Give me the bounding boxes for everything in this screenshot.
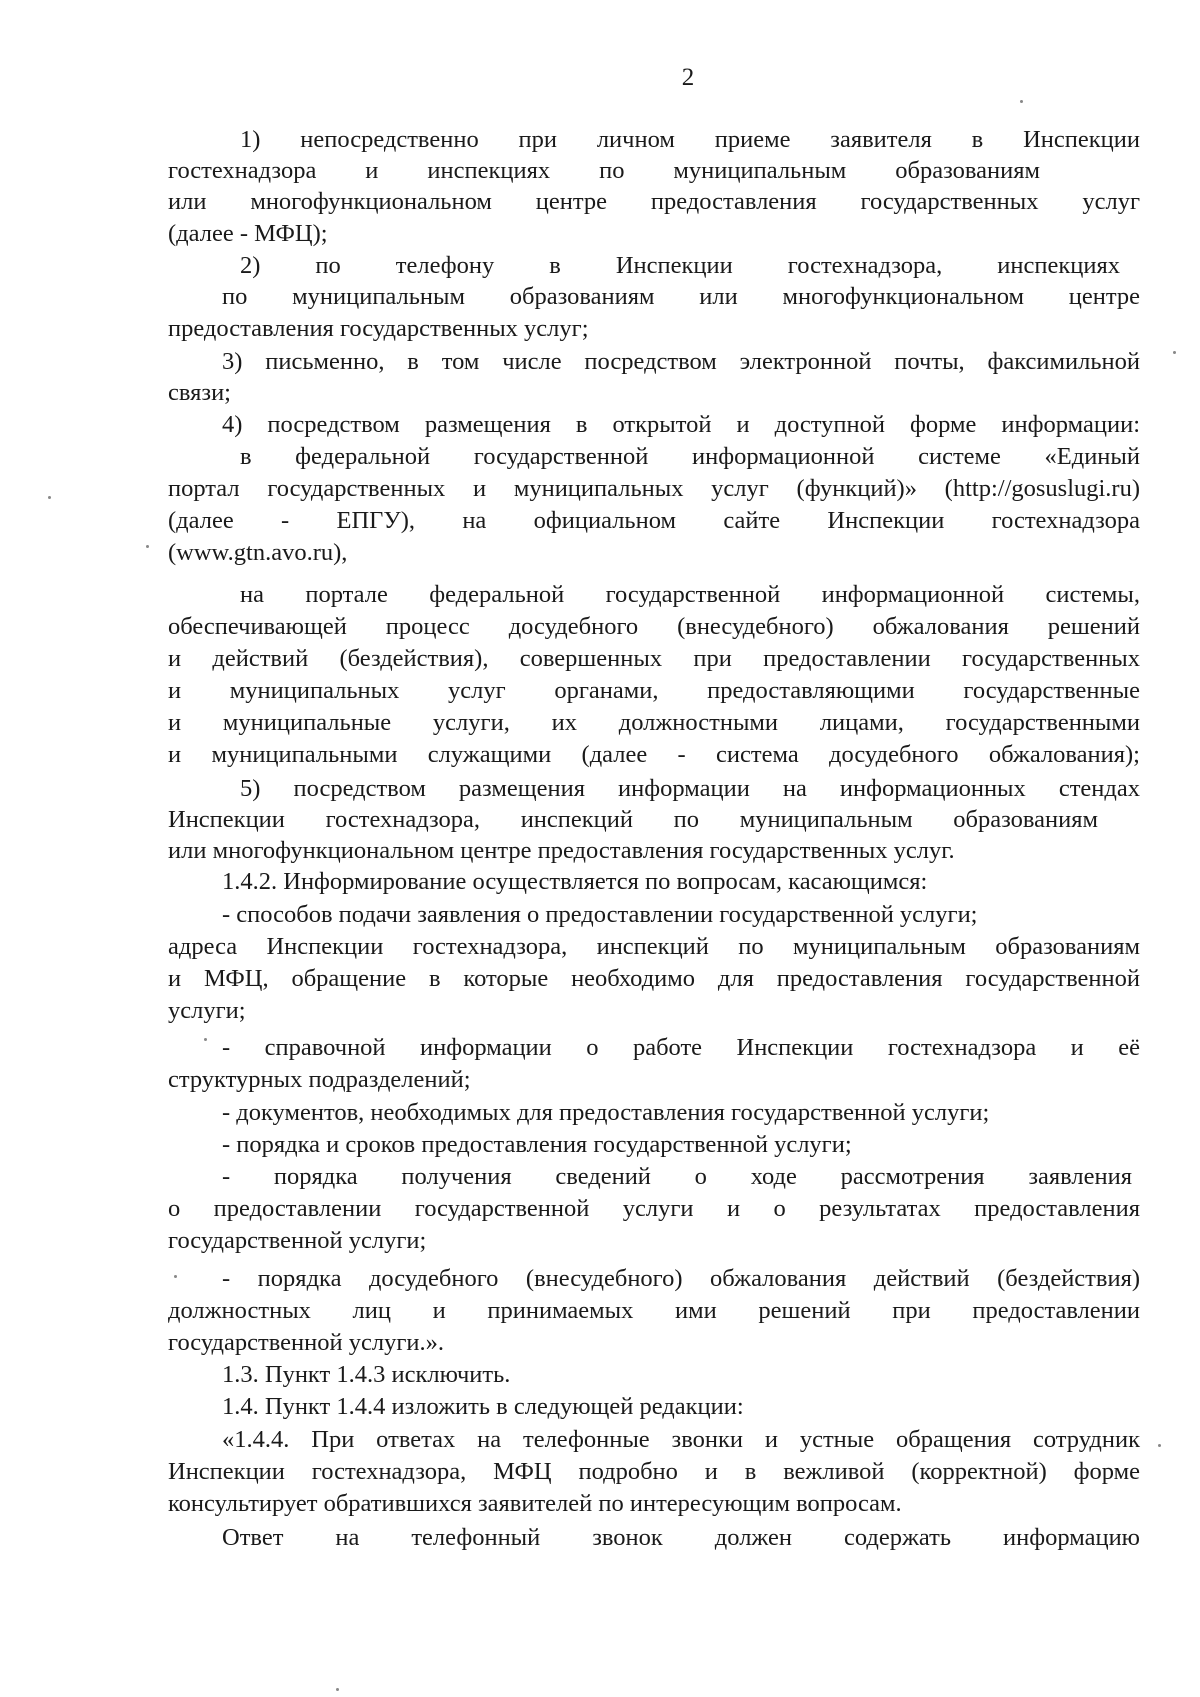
text-line: «1.4.4. При ответах на телефонные звонки и устные обращения сотрудник <box>222 1426 1140 1453</box>
scan-speck <box>204 1038 207 1041</box>
text-line: и муниципальные услуги, их должностными лицами, государственными <box>168 709 1140 736</box>
text-line: портал государственных и муниципальных услуг (функций)» (http://gosuslugi.ru) <box>168 475 1140 502</box>
text-line: услуги; <box>168 997 246 1024</box>
text-line: 1.3. Пункт 1.4.3 исключить. <box>222 1361 511 1388</box>
text-line: гостехнадзора и инспекциях по муниципальным образованиям <box>168 157 1040 184</box>
scan-speck <box>174 1275 177 1278</box>
scan-speck <box>48 496 51 499</box>
text-line: связи; <box>168 379 231 406</box>
text-line: - способов подачи заявления о предоставлении государственной услуги; <box>222 901 978 928</box>
text-line: 1) непосредственно при личном приеме заявителя в Инспекции <box>240 126 1140 153</box>
text-line: в федеральной государственной информационной системе «Единый <box>240 443 1140 470</box>
text-line: или многофункциональном центре предоставления государственных услуг <box>168 188 1140 215</box>
text-line: о предоставлении государственной услуги и о результатах предоставления <box>168 1195 1140 1222</box>
text-line: и муниципальными служащими (далее - система досудебного обжалования); <box>168 741 1140 768</box>
text-line: - порядка и сроков предоставления государственной услуги; <box>222 1131 852 1158</box>
text-line: по муниципальным образованиям или многофункциональном центре <box>222 283 1140 310</box>
text-line: (www.gtn.avo.ru), <box>168 539 348 566</box>
text-line: - порядка досудебного (внесудебного) обжалования действий (бездействия) <box>222 1265 1140 1292</box>
text-line: 1.4.2. Информирование осуществляется по вопросам, касающимся: <box>222 868 928 895</box>
text-line: адреса Инспекции гостехнадзора, инспекций по муниципальным образованиям <box>168 933 1140 960</box>
text-line: Инспекции гостехнадзора, инспекций по муниципальным образованиям <box>168 806 1098 833</box>
text-line: предоставления государственных услуг; <box>168 315 589 342</box>
page-number: 2 <box>681 64 695 91</box>
text-line: 4) посредством размещения в открытой и доступной форме информации: <box>222 411 1140 438</box>
text-line: 5) посредством размещения информации на информационных стендах <box>240 775 1140 802</box>
text-line: 1.4. Пункт 1.4.4 изложить в следующей редакции: <box>222 1393 744 1420</box>
scan-speck <box>146 545 149 548</box>
text-line: консультирует обратившихся заявителей по интересующим вопросам. <box>168 1490 902 1517</box>
text-line: или многофункциональном центре предоставления государственных услуг. <box>168 837 955 864</box>
text-line: государственной услуги; <box>168 1227 427 1254</box>
text-line: Инспекции гостехнадзора, МФЦ подробно и в вежливой (корректной) форме <box>168 1458 1140 1485</box>
scan-speck <box>1158 1444 1161 1447</box>
text-line: (далее - МФЦ); <box>168 220 328 247</box>
scan-speck <box>1020 100 1023 103</box>
text-line: Ответ на телефонный звонок должен содержать информацию <box>222 1524 1140 1551</box>
text-line: на портале федеральной государственной информационной системы, <box>240 581 1140 608</box>
scan-speck <box>1173 351 1176 354</box>
scan-speck <box>336 1688 339 1691</box>
text-line: государственной услуги.». <box>168 1329 444 1356</box>
text-line: - справочной информации о работе Инспекции гостехнадзора и её <box>222 1034 1140 1061</box>
text-line: - документов, необходимых для предоставления государственной услуги; <box>222 1099 990 1126</box>
text-line: обеспечивающей процесс досудебного (внесудебного) обжалования решений <box>168 613 1140 640</box>
text-line: и действий (бездействия), совершенных при предоставлении государственных <box>168 645 1140 672</box>
text-line: и муниципальных услуг органами, предоставляющими государственные <box>168 677 1140 704</box>
text-line: и МФЦ, обращение в которые необходимо для предоставления государственной <box>168 965 1140 992</box>
text-line: 3) письменно, в том числе посредством электронной почты, факсимильной <box>222 348 1140 375</box>
text-line: должностных лиц и принимаемых ими решений при предоставлении <box>168 1297 1140 1324</box>
text-line: (далее - ЕПГУ), на официальном сайте Инспекции гостехнадзора <box>168 507 1140 534</box>
text-line: 2) по телефону в Инспекции гостехнадзора, инспекциях <box>240 252 1120 279</box>
text-line: структурных подразделений; <box>168 1066 471 1093</box>
text-line: - порядка получения сведений о ходе рассмотрения заявления <box>222 1163 1132 1190</box>
